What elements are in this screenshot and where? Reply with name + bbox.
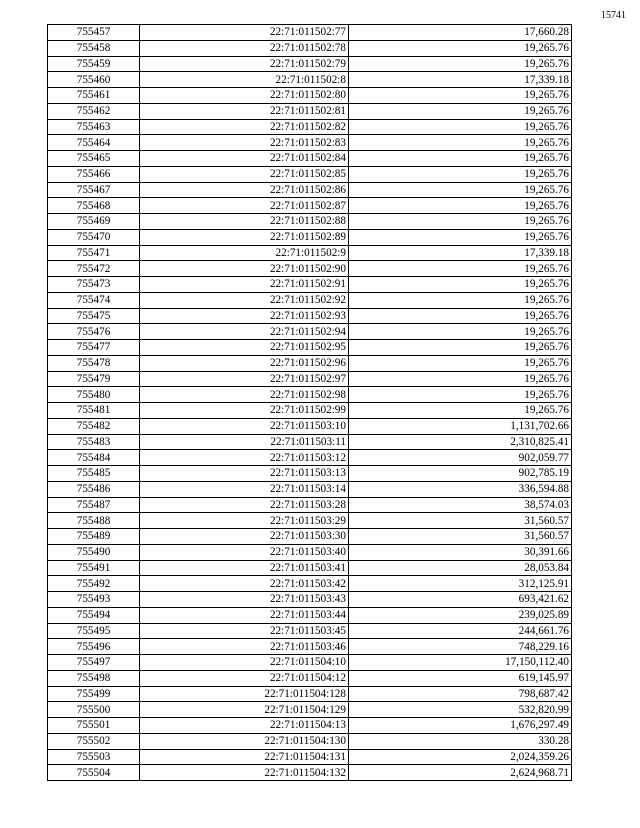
cadastral-number-cell: 22:71:011504:130 <box>140 733 349 749</box>
table-row <box>48 560 572 576</box>
cadastral-number-cell: 22:71:011503:41 <box>140 560 349 576</box>
row-number-cell: 755480 <box>48 387 140 403</box>
row-number-cell: 755485 <box>48 466 140 482</box>
row-number-cell: 755495 <box>48 623 140 639</box>
row-number-cell: 755472 <box>48 261 140 277</box>
value-cell: 17,339.18 <box>349 72 572 88</box>
cadastral-number-cell: 22:71:011502:85 <box>140 166 349 182</box>
cadastral-number-cell: 22:71:011503:29 <box>140 513 349 529</box>
cadastral-number-cell: 22:71:011502:87 <box>140 198 349 214</box>
row-number-cell: 755473 <box>48 277 140 293</box>
cadastral-number-cell: 22:71:011502:93 <box>140 308 349 324</box>
row-number-cell: 755490 <box>48 544 140 560</box>
row-number-cell: 755459 <box>48 56 140 72</box>
value-cell: 330.28 <box>349 733 572 749</box>
table-row <box>48 481 572 497</box>
row-number-cell: 755468 <box>48 198 140 214</box>
cadastral-number-cell: 22:71:011502:96 <box>140 355 349 371</box>
value-cell: 19,265.76 <box>349 214 572 230</box>
cadastral-number-cell: 22:71:011502:77 <box>140 25 349 41</box>
row-number-cell: 755497 <box>48 655 140 671</box>
row-number-cell: 755491 <box>48 560 140 576</box>
table-row <box>48 261 572 277</box>
cadastral-number-cell: 22:71:011502:90 <box>140 261 349 277</box>
table-row <box>48 576 572 592</box>
row-number-cell: 755496 <box>48 639 140 655</box>
row-number-cell: 755463 <box>48 119 140 135</box>
row-number-cell: 755462 <box>48 103 140 119</box>
table-row <box>48 718 572 734</box>
row-number-cell: 755481 <box>48 403 140 419</box>
value-cell: 902,785.19 <box>349 466 572 482</box>
row-number-cell: 755470 <box>48 229 140 245</box>
value-cell: 19,265.76 <box>349 103 572 119</box>
table-row <box>48 277 572 293</box>
table-row <box>48 513 572 529</box>
table-row <box>48 371 572 387</box>
table-row <box>48 655 572 671</box>
table-row <box>48 544 572 560</box>
table-row <box>48 623 572 639</box>
cadastral-number-cell: 22:71:011502:78 <box>140 40 349 56</box>
cadastral-number-cell: 22:71:011503:40 <box>140 544 349 560</box>
cadastral-number-cell: 22:71:011502:99 <box>140 403 349 419</box>
cadastral-number-cell: 22:71:011503:11 <box>140 434 349 450</box>
row-number-cell: 755477 <box>48 340 140 356</box>
row-number-cell: 755467 <box>48 182 140 198</box>
cadastral-number-cell: 22:71:011503:12 <box>140 450 349 466</box>
value-cell: 19,265.76 <box>349 198 572 214</box>
table-row <box>48 607 572 623</box>
row-number-cell: 755484 <box>48 450 140 466</box>
table-row <box>48 292 572 308</box>
row-number-cell: 755488 <box>48 513 140 529</box>
row-number-cell: 755489 <box>48 529 140 545</box>
value-cell: 1,676,297.49 <box>349 718 572 734</box>
value-cell: 798,687.42 <box>349 686 572 702</box>
row-number-cell: 755476 <box>48 324 140 340</box>
value-cell: 693,421.62 <box>349 592 572 608</box>
value-cell: 244,661.76 <box>349 623 572 639</box>
value-cell: 30,391.66 <box>349 544 572 560</box>
table-row <box>48 466 572 482</box>
table-row <box>48 103 572 119</box>
cadastral-number-cell: 22:71:011504:131 <box>140 749 349 765</box>
cadastral-number-cell: 22:71:011502:92 <box>140 292 349 308</box>
value-cell: 239,025.89 <box>349 607 572 623</box>
cadastral-number-cell: 22:71:011503:13 <box>140 466 349 482</box>
page-number: 15741 <box>601 10 626 21</box>
row-number-cell: 755464 <box>48 135 140 151</box>
table-row <box>48 434 572 450</box>
table-row <box>48 72 572 88</box>
cadastral-number-cell: 22:71:011504:129 <box>140 702 349 718</box>
row-number-cell: 755469 <box>48 214 140 230</box>
value-cell: 19,265.76 <box>349 119 572 135</box>
cadastral-number-cell: 22:71:011503:10 <box>140 418 349 434</box>
table-row <box>48 592 572 608</box>
cadastral-value-table <box>47 24 572 781</box>
row-number-cell: 755478 <box>48 355 140 371</box>
value-cell: 19,265.76 <box>349 88 572 104</box>
table-row <box>48 198 572 214</box>
row-number-cell: 755458 <box>48 40 140 56</box>
value-cell: 31,560.57 <box>349 513 572 529</box>
table-row <box>48 686 572 702</box>
row-number-cell: 755487 <box>48 497 140 513</box>
value-cell: 19,265.76 <box>349 403 572 419</box>
value-cell: 532,820.99 <box>349 702 572 718</box>
row-number-cell: 755471 <box>48 245 140 261</box>
row-number-cell: 755475 <box>48 308 140 324</box>
cadastral-number-cell: 22:71:011502:86 <box>140 182 349 198</box>
row-number-cell: 755502 <box>48 733 140 749</box>
table-row <box>48 214 572 230</box>
cadastral-number-cell: 22:71:011504:12 <box>140 670 349 686</box>
value-cell: 19,265.76 <box>349 135 572 151</box>
value-cell: 1,131,702.66 <box>349 418 572 434</box>
value-cell: 19,265.76 <box>349 166 572 182</box>
table-row <box>48 450 572 466</box>
value-cell: 19,265.76 <box>349 355 572 371</box>
cadastral-number-cell: 22:71:011504:132 <box>140 765 349 781</box>
value-cell: 748,229.16 <box>349 639 572 655</box>
value-cell: 19,265.76 <box>349 292 572 308</box>
cadastral-number-cell: 22:71:011503:44 <box>140 607 349 623</box>
table-row <box>48 56 572 72</box>
row-number-cell: 755457 <box>48 25 140 41</box>
cadastral-number-cell: 22:71:011502:82 <box>140 119 349 135</box>
row-number-cell: 755482 <box>48 418 140 434</box>
cadastral-number-cell: 22:71:011502:81 <box>140 103 349 119</box>
value-cell: 19,265.76 <box>349 56 572 72</box>
cadastral-number-cell: 22:71:011504:10 <box>140 655 349 671</box>
value-cell: 902,059.77 <box>349 450 572 466</box>
row-number-cell: 755498 <box>48 670 140 686</box>
cadastral-number-cell: 22:71:011502:79 <box>140 56 349 72</box>
cadastral-number-cell: 22:71:011504:128 <box>140 686 349 702</box>
row-number-cell: 755486 <box>48 481 140 497</box>
cadastral-number-cell: 22:71:011502:9 <box>140 245 349 261</box>
table-row <box>48 308 572 324</box>
cadastral-number-cell: 22:71:011503:46 <box>140 639 349 655</box>
cadastral-number-cell: 22:71:011502:95 <box>140 340 349 356</box>
row-number-cell: 755499 <box>48 686 140 702</box>
cadastral-number-cell: 22:71:011502:83 <box>140 135 349 151</box>
value-cell: 31,560.57 <box>349 529 572 545</box>
table-row <box>48 403 572 419</box>
cadastral-number-cell: 22:71:011502:94 <box>140 324 349 340</box>
value-cell: 38,574.03 <box>349 497 572 513</box>
table-row <box>48 25 572 41</box>
row-number-cell: 755465 <box>48 151 140 167</box>
cadastral-number-cell: 22:71:011503:42 <box>140 576 349 592</box>
table-row <box>48 151 572 167</box>
row-number-cell: 755460 <box>48 72 140 88</box>
row-number-cell: 755479 <box>48 371 140 387</box>
value-cell: 19,265.76 <box>349 324 572 340</box>
table-row <box>48 340 572 356</box>
table-row <box>48 324 572 340</box>
table-row <box>48 387 572 403</box>
row-number-cell: 755483 <box>48 434 140 450</box>
value-cell: 2,024,359.26 <box>349 749 572 765</box>
table-row <box>48 355 572 371</box>
value-cell: 17,660.28 <box>349 25 572 41</box>
row-number-cell: 755461 <box>48 88 140 104</box>
value-cell: 19,265.76 <box>349 371 572 387</box>
table-row <box>48 182 572 198</box>
cadastral-number-cell: 22:71:011502:84 <box>140 151 349 167</box>
value-cell: 2,624,968.71 <box>349 765 572 781</box>
value-cell: 17,150,112.40 <box>349 655 572 671</box>
cadastral-number-cell: 22:71:011503:45 <box>140 623 349 639</box>
row-number-cell: 755500 <box>48 702 140 718</box>
value-cell: 19,265.76 <box>349 151 572 167</box>
value-cell: 619,145.97 <box>349 670 572 686</box>
value-cell: 19,265.76 <box>349 387 572 403</box>
value-cell: 19,265.76 <box>349 229 572 245</box>
row-number-cell: 755504 <box>48 765 140 781</box>
cadastral-number-cell: 22:71:011502:8 <box>140 72 349 88</box>
value-cell: 19,265.76 <box>349 277 572 293</box>
row-number-cell: 755492 <box>48 576 140 592</box>
row-number-cell: 755503 <box>48 749 140 765</box>
value-cell: 312,125.91 <box>349 576 572 592</box>
cadastral-number-cell: 22:71:011503:14 <box>140 481 349 497</box>
table-row <box>48 497 572 513</box>
cadastral-number-cell: 22:71:011502:89 <box>140 229 349 245</box>
value-cell: 28,053.84 <box>349 560 572 576</box>
table-row <box>48 765 572 781</box>
cadastral-number-cell: 22:71:011503:28 <box>140 497 349 513</box>
value-cell: 17,339.18 <box>349 245 572 261</box>
row-number-cell: 755493 <box>48 592 140 608</box>
table-row <box>48 749 572 765</box>
value-cell: 19,265.76 <box>349 40 572 56</box>
value-cell: 2,310,825.41 <box>349 434 572 450</box>
table-row <box>48 639 572 655</box>
row-number-cell: 755501 <box>48 718 140 734</box>
value-cell: 336,594.88 <box>349 481 572 497</box>
table-body <box>48 25 572 781</box>
table-row <box>48 166 572 182</box>
cadastral-number-cell: 22:71:011502:91 <box>140 277 349 293</box>
cadastral-number-cell: 22:71:011502:97 <box>140 371 349 387</box>
row-number-cell: 755494 <box>48 607 140 623</box>
cadastral-number-cell: 22:71:011502:88 <box>140 214 349 230</box>
row-number-cell: 755466 <box>48 166 140 182</box>
value-cell: 19,265.76 <box>349 261 572 277</box>
value-cell: 19,265.76 <box>349 308 572 324</box>
table-row <box>48 40 572 56</box>
table-row <box>48 135 572 151</box>
table-row <box>48 88 572 104</box>
cadastral-number-cell: 22:71:011502:98 <box>140 387 349 403</box>
cadastral-number-cell: 22:71:011503:43 <box>140 592 349 608</box>
table-row <box>48 418 572 434</box>
table-row <box>48 119 572 135</box>
table-row <box>48 229 572 245</box>
table-row <box>48 245 572 261</box>
row-number-cell: 755474 <box>48 292 140 308</box>
table-row <box>48 529 572 545</box>
table-row <box>48 670 572 686</box>
table-row <box>48 702 572 718</box>
cadastral-number-cell: 22:71:011503:30 <box>140 529 349 545</box>
value-cell: 19,265.76 <box>349 340 572 356</box>
cadastral-number-cell: 22:71:011502:80 <box>140 88 349 104</box>
value-cell: 19,265.76 <box>349 182 572 198</box>
cadastral-number-cell: 22:71:011504:13 <box>140 718 349 734</box>
table-row <box>48 733 572 749</box>
